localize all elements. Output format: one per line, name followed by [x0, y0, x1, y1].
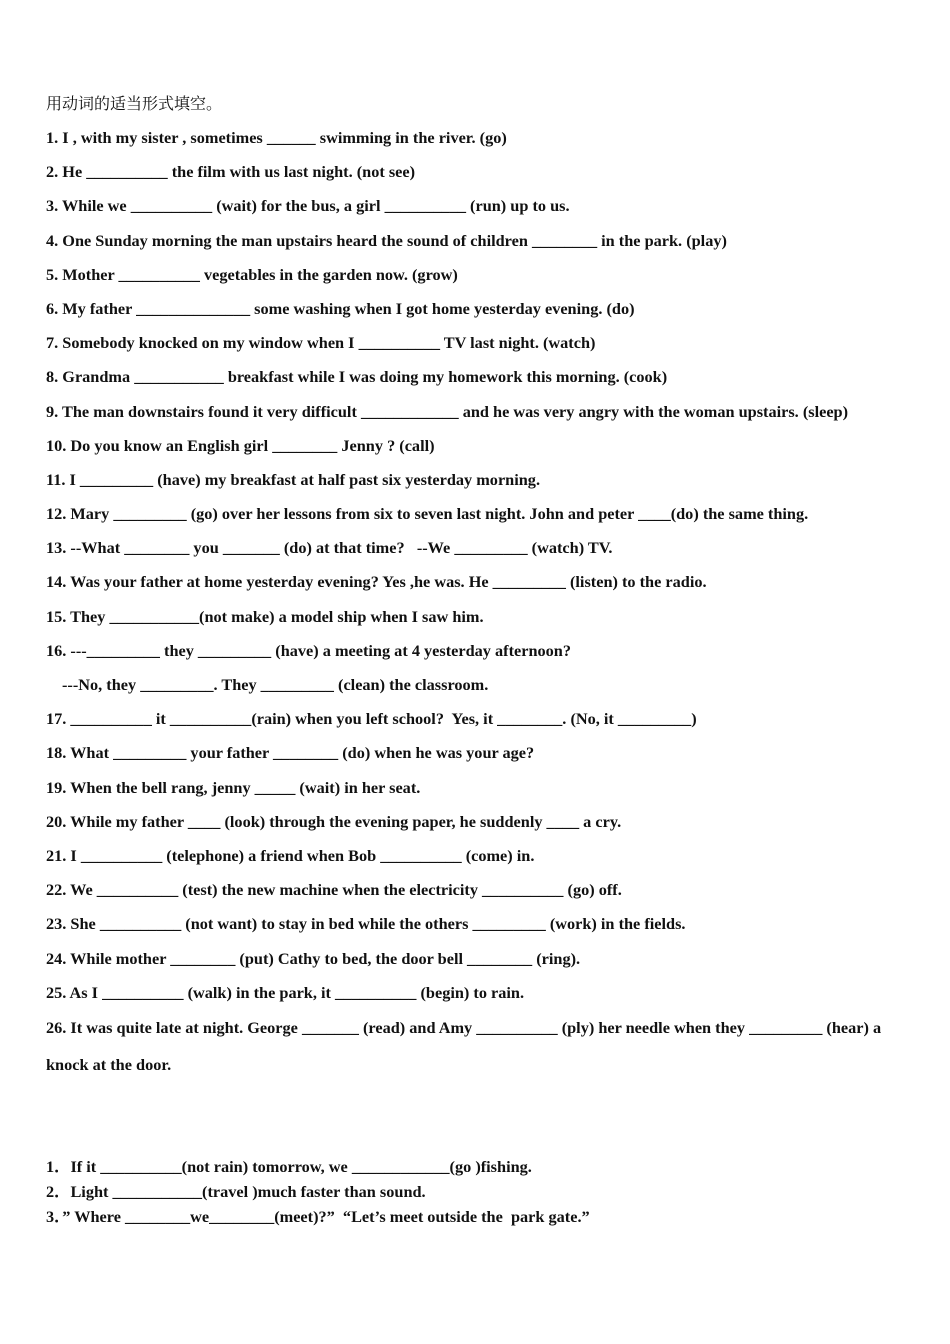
- question-item: 16. ---_________ they _________ (have) a meeting at 4 yesterday afternoon?: [46, 640, 571, 660]
- question-item: 13. --What ________ you _______ (do) at that time? --We _________ (watch) TV.: [46, 538, 613, 558]
- question-item: 23. She __________ (not want) to stay in bed while the others _________ (work) in the fields.: [46, 914, 686, 934]
- question-item: 6. My father ______________ some washing when I got home yesterday evening. (do): [46, 298, 635, 318]
- second-question-item: [46, 1204, 916, 1229]
- question-text: If it __________(not rain) tomorrow, we ____________(go )fishing.: [70, 1157, 532, 1176]
- question-item: 19. When the bell rang, jenny _____ (wait) in her seat.: [46, 777, 421, 797]
- question-item: 12. Mary _________ (go) over her lessons from six to seven last night. John and peter ____(do) the same thing.: [46, 504, 809, 524]
- question-item: 10. Do you know an English girl ________ Jenny ? (call): [46, 435, 435, 455]
- question-item: 4. One Sunday morning the man upstairs heard the sound of children ________ in the park. (play): [46, 230, 727, 250]
- worksheet-page: [46, 92, 916, 1083]
- question-item: 24. While mother ________ (put) Cathy to bed, the door bell ________ (ring).: [46, 948, 581, 968]
- question-item-continuation: ---No, they _________. They _________ (clean) the classroom.: [62, 675, 489, 694]
- question-item: 25. As I __________ (walk) in the park, it __________ (begin) to rain.: [46, 982, 525, 1002]
- question-item: 22. We __________ (test) the new machine when the electricity __________ (go) off.: [46, 880, 622, 900]
- second-question-item: [46, 1179, 916, 1204]
- question-item: 26. It was quite late at night. George _______ (read) and Amy __________ (ply) her needle when they _________ (hear) a knock at the door.: [46, 1017, 886, 1074]
- question-item: 18. What _________ your father ________ (do) when he was your age?: [46, 743, 535, 763]
- question-text: ” Where ________we________(meet)?” “Let’s meet outside the park gate.”: [62, 1207, 590, 1226]
- question-item: 8. Grandma ___________ breakfast while I was doing my homework this morning. (cook): [46, 367, 668, 387]
- question-item: 11. I _________ (have) my breakfast at half past six yesterday morning.: [46, 469, 541, 489]
- question-item: 17. __________ it __________(rain) when you left school? Yes, it ________. (No, it _________): [46, 709, 697, 729]
- question-number: 3．: [46, 1207, 63, 1226]
- question-item: 14. Was your father at home yesterday evening? Yes ,he was. He _________ (listen) to the radio.: [46, 572, 707, 592]
- question-list: [46, 126, 916, 1083]
- question-item: 15. They ___________(not make) a model ship when I saw him.: [46, 606, 484, 626]
- question-item: 20. While my father ____ (look) through the evening paper, he suddenly ____ a cry.: [46, 811, 622, 831]
- question-item: 2. He __________ the film with us last night. (not see): [46, 162, 416, 182]
- question-text: Light ___________(travel )much faster than sound.: [70, 1182, 426, 1201]
- question-item: 9. The man downstairs found it very difficult ____________ and he was very angry with the woman upstairs. (sleep): [46, 401, 849, 421]
- question-item: 21. I __________ (telephone) a friend when Bob __________ (come) in.: [46, 845, 535, 865]
- question-number: 1．: [46, 1157, 71, 1176]
- question-number: 2．: [46, 1182, 71, 1201]
- question-item: 1. I , with my sister , sometimes ______ swimming in the river. (go): [46, 128, 507, 147]
- question-item: 5. Mother __________ vegetables in the garden now. (grow): [46, 264, 458, 284]
- question-item: 7. Somebody knocked on my window when I __________ TV last night. (watch): [46, 333, 596, 353]
- instruction-heading: 用动词的适当形式填空。: [46, 94, 223, 113]
- second-question-item: [46, 1154, 916, 1179]
- question-item: 3. While we __________ (wait) for the bus, a girl __________ (run) up to us.: [46, 196, 570, 216]
- second-question-list: [46, 1154, 916, 1229]
